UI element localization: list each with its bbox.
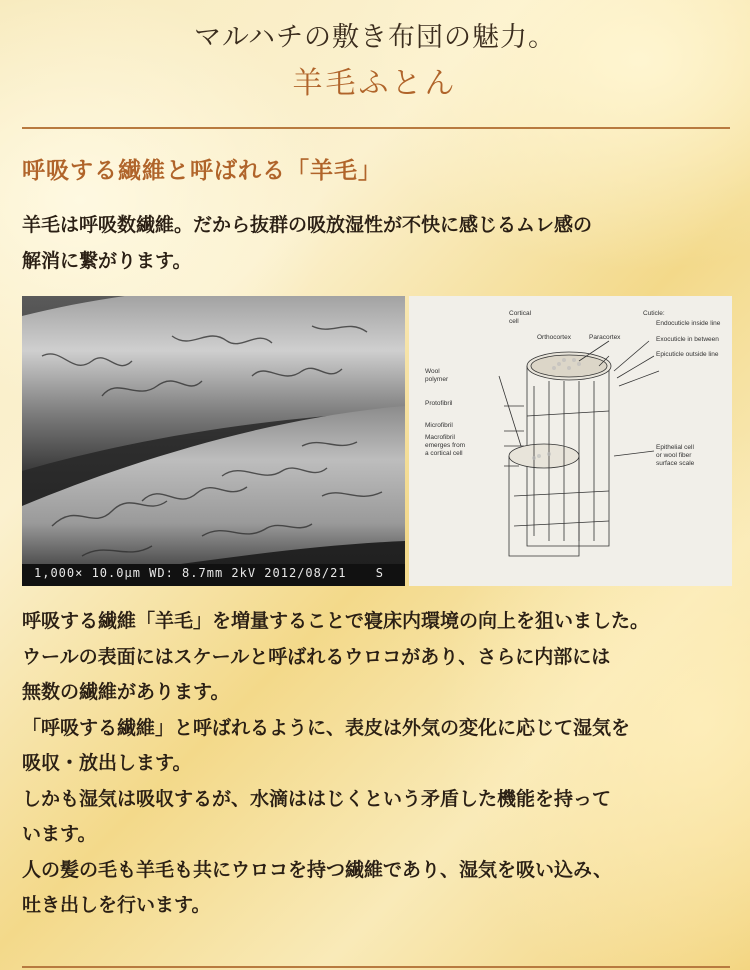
intro-line: 羊毛は呼吸数繊維。だから抜群の吸放湿性が不快に感じるムレ感の [22, 214, 593, 236]
body-line: 吐き出しを行います。 [22, 894, 211, 916]
label-cortical-cell: Cortical cell [509, 310, 532, 325]
wool-structure-diagram [409, 296, 732, 586]
intro-line: 解消に繋がります。 [22, 250, 192, 272]
label-exocuticle: Exocuticle in between [656, 336, 719, 343]
micrograph-image [22, 296, 405, 586]
label-microfibril: Microfibril [425, 422, 453, 429]
label-epicuticle: Epicuticle outside line [656, 351, 719, 358]
body-line: 呼吸する繊維「羊毛」を増量することで寝床内環境の向上を狙いました。 [22, 610, 650, 632]
label-protofibril: Protofibril [425, 400, 453, 407]
label-cuticle: Cuticle: [643, 310, 665, 317]
page-title: マルハチの敷き布団の魅力。 [193, 22, 557, 53]
page-header [0, 18, 750, 108]
body-line: 「呼吸する繊維」と呼ばれるように、表皮は外気の変化に応じて湿気を [22, 716, 631, 739]
label-macrofibril: Macrofibril emerges from a cortical cell [425, 434, 466, 457]
wool-figure [22, 296, 732, 586]
section-heading: 呼吸する繊維と呼ばれる「羊毛」 [22, 157, 382, 184]
label-wool-polymer: Wool polymer [425, 368, 449, 383]
body-text [22, 604, 734, 924]
micrograph-marker: S [375, 566, 383, 580]
wool-fiber-micrograph [22, 296, 405, 586]
intro-text [22, 207, 722, 279]
label-orthocortex: Orthocortex [537, 334, 571, 341]
body-line: しかも湿気は吸収するが、水滴ははじくという矛盾した機能を持って [22, 787, 612, 810]
body-line: 無数の繊維があります。 [22, 681, 230, 703]
label-endocuticle: Endocuticle inside line [656, 320, 721, 327]
label-paracortex: Paracortex [589, 334, 621, 341]
label-epithelial-cell: Epithelial cell or wool fiber surface scale [656, 444, 695, 467]
body-line: います。 [22, 823, 97, 845]
micrograph-caption: 1,000× 10.0μm WD: 8.7mm 2kV 2012/08/21 [34, 566, 347, 580]
body-line: 人の髪の毛も羊毛も共にウロコを持つ繊維であり、湿気を吸い込み、 [22, 858, 613, 881]
top-divider [22, 127, 730, 129]
page-subtitle: 羊毛ふとん [292, 66, 458, 101]
body-line: ウールの表面にはスケールと呼ばれるウロコがあり、さらに内部には [22, 645, 611, 668]
body-line: 吸収・放出します。 [22, 752, 192, 774]
bottom-divider [22, 966, 730, 968]
